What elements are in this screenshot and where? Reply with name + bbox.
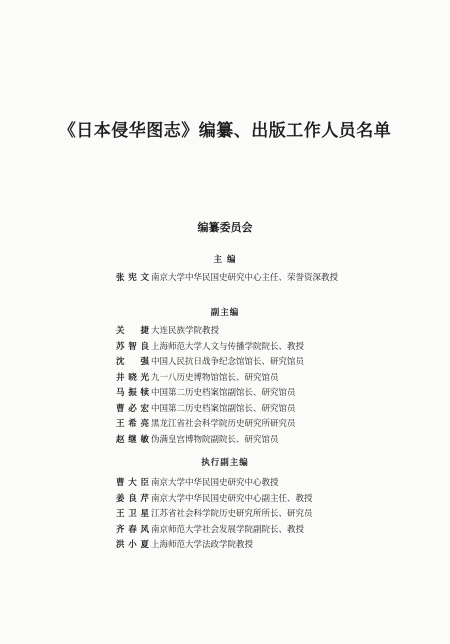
executive-editor-list [116,476,436,554]
member-row [116,523,436,539]
member-row [116,402,436,418]
member-row [116,538,436,554]
member-affiliation: 南京大学中华民国史研究中心主任、荣誉资深教授 [151,273,339,283]
member-row [116,507,436,523]
member-row [116,324,436,340]
member-row [116,340,436,356]
page-title: 《日本侵华图志》编纂、出版工作人员名单 [58,121,392,141]
executive-editor-heading: 执行副主编 [201,458,249,468]
member-row [116,355,436,371]
chief-editor-list [116,271,436,287]
member-name: 马振犊 [116,388,149,398]
member-name: 洪小夏 [116,540,149,550]
member-name: 赵继敏 [116,434,149,445]
member-name: 井晓光 [116,372,149,383]
member-affiliation: 南京师范大学社会发展学院副院长、教授 [151,524,305,535]
member-affiliation: 中国人民抗日战争纪念馆馆长、研究馆员 [151,357,305,367]
member-affiliation: 大连民族学院教授 [151,326,220,336]
member-name: 王希亮 [116,419,149,429]
deputy-editor-heading: 副主编 [210,308,240,318]
member-affiliation: 江苏省社会科学院历史研究所所长、研究员 [151,509,313,519]
member-row [116,386,436,402]
member-name: 关 捷 [116,326,149,336]
member-affiliation: 伪满皇宫博物院副院长、研究馆员 [151,434,279,445]
member-affiliation: 九一八历史博物馆馆长、研究馆员 [151,372,279,383]
member-affiliation: 南京大学中华民国史研究中心副主任、教授 [151,493,313,504]
deputy-editor-list [116,324,436,448]
member-row [116,492,436,508]
member-affiliation: 黑龙江省社会科学院历史研究所研究员 [151,419,296,429]
member-row [116,476,436,492]
member-name: 苏智良 [116,341,149,352]
member-name: 齐春风 [116,524,149,535]
member-affiliation: 南京大学中华民国史研究中心教授 [151,478,279,488]
member-name: 曹必宏 [116,403,149,414]
member-name: 姜良芹 [116,493,149,504]
member-name: 沈 强 [116,357,149,367]
chief-editor-heading: 主 编 [213,255,237,265]
member-name: 张宪文 [116,273,149,283]
member-row [116,271,436,287]
member-row [116,371,436,387]
committee-heading: 编纂委员会 [197,221,253,234]
member-row [116,433,436,449]
member-row [116,417,436,433]
member-affiliation: 上海师范大学法政学院教授 [151,540,254,550]
member-affiliation: 中国第二历史档案馆副馆长、研究馆员 [151,388,296,398]
member-affiliation: 上海师范大学人文与传播学院院长、教授 [151,341,305,352]
member-name: 曹大臣 [116,478,149,488]
member-name: 王卫星 [116,509,149,519]
member-affiliation: 中国第二历史档案馆副馆长、研究馆员 [151,403,296,414]
